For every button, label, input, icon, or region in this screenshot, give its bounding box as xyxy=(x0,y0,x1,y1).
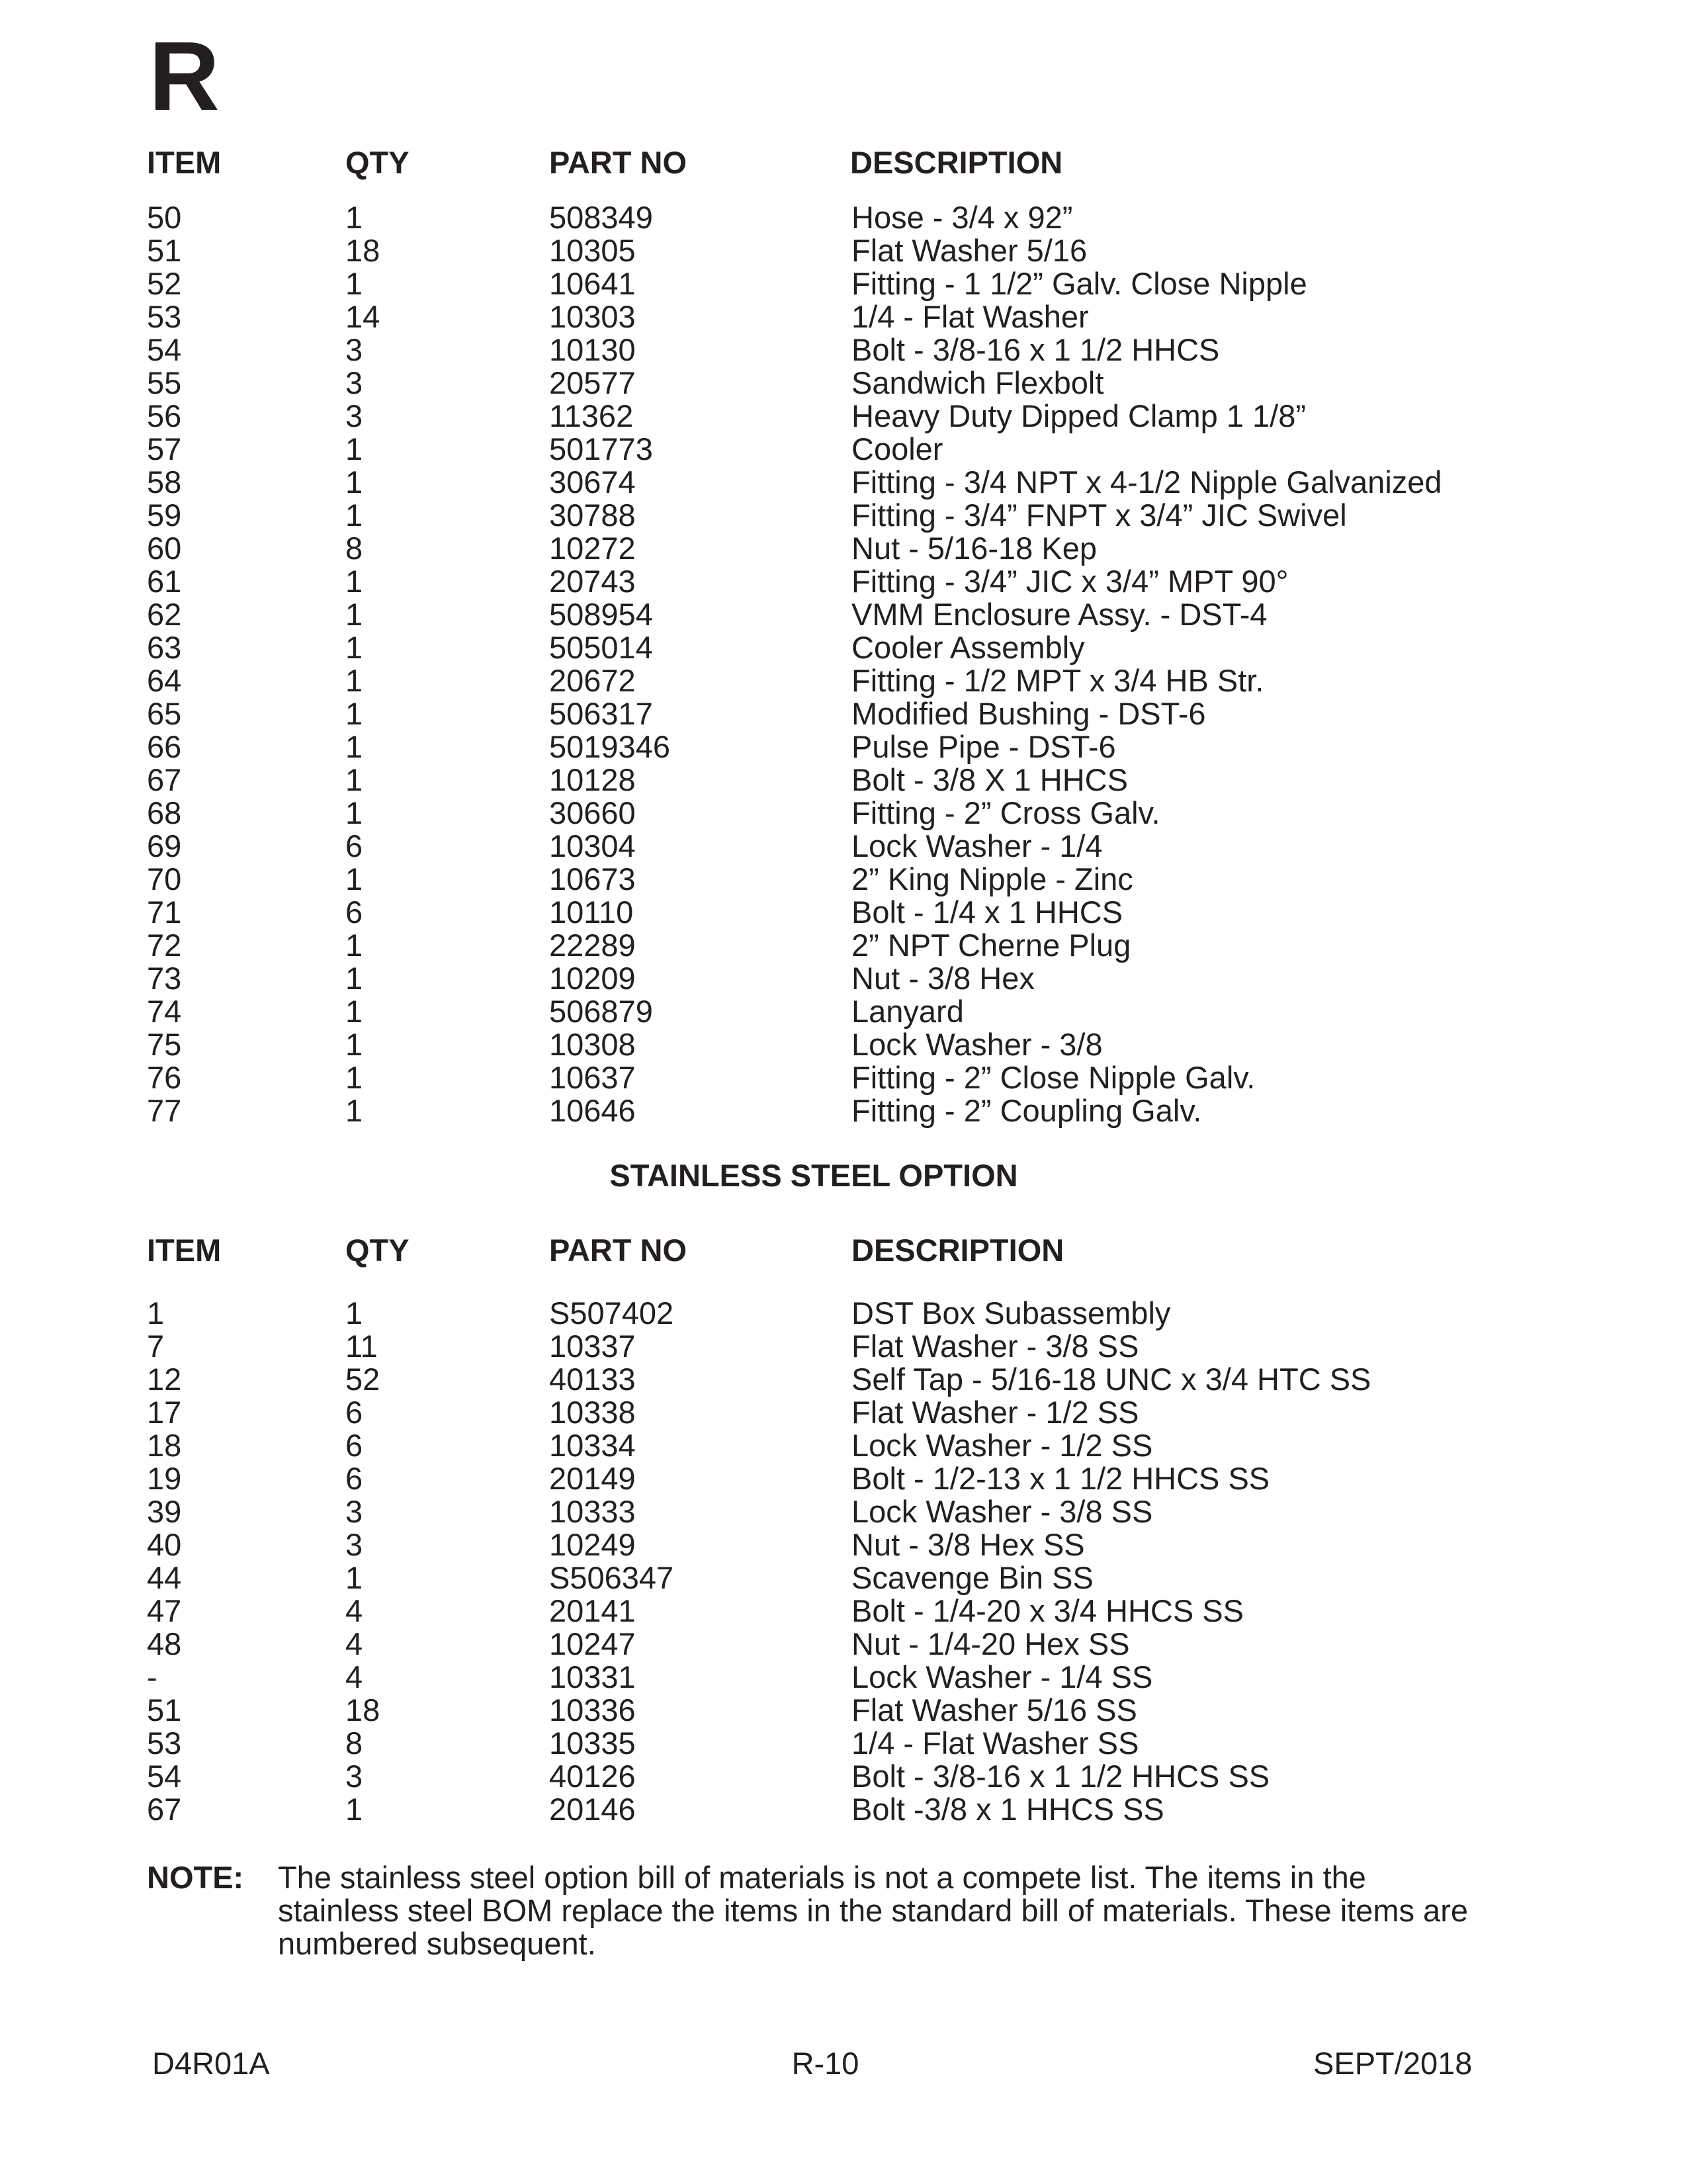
part-number-cell: 10335 xyxy=(549,1725,636,1761)
qty-cell: 1 xyxy=(345,1060,363,1095)
item-cell: 64 xyxy=(147,663,182,698)
qty-cell: 1 xyxy=(345,1295,363,1331)
column-header-item: ITEM xyxy=(147,1233,222,1268)
item-cell: 56 xyxy=(147,398,182,433)
part-number-cell: 505014 xyxy=(549,630,653,665)
part-number-cell: 10305 xyxy=(549,233,636,268)
part-number-cell: 10334 xyxy=(549,1428,636,1463)
description-cell: VMM Enclosure Assy. - DST-4 xyxy=(851,597,1268,632)
qty-cell: 4 xyxy=(345,1626,363,1661)
qty-cell: 1 xyxy=(345,266,363,301)
column-header-description: DESCRIPTION xyxy=(851,1233,1064,1268)
qty-cell: 8 xyxy=(345,531,363,566)
part-number-cell: 11362 xyxy=(549,398,634,433)
description-cell: Nut - 3/8 Hex SS xyxy=(851,1527,1085,1562)
description-cell: Fitting - 1/2 MPT x 3/4 HB Str. xyxy=(851,663,1264,698)
part-number-cell: 10646 xyxy=(549,1093,636,1128)
qty-cell: 3 xyxy=(345,365,363,400)
part-number-cell: 10337 xyxy=(549,1329,636,1364)
description-cell: 2” NPT Cherne Plug xyxy=(851,928,1131,963)
table-row xyxy=(0,234,1687,267)
qty-cell: 1 xyxy=(345,795,363,830)
table-row xyxy=(0,1028,1687,1061)
item-cell: 12 xyxy=(147,1362,182,1397)
qty-cell: 11 xyxy=(345,1329,378,1364)
footer-document-code: D4R01A xyxy=(152,2046,270,2081)
table-row xyxy=(0,1528,1687,1561)
part-number-cell: 20141 xyxy=(549,1593,636,1628)
description-cell: Lock Washer - 3/8 xyxy=(851,1027,1103,1062)
part-number-cell: 20743 xyxy=(549,564,636,599)
description-cell: Bolt - 1/4 x 1 HHCS xyxy=(851,895,1123,930)
table-row xyxy=(0,367,1687,400)
item-cell: 77 xyxy=(147,1093,182,1128)
description-cell: Flat Washer 5/16 xyxy=(851,233,1088,268)
item-cell: 7 xyxy=(147,1329,165,1364)
table-row xyxy=(0,764,1687,797)
item-cell: 39 xyxy=(147,1494,182,1529)
column-header-part-no: PART NO xyxy=(549,1233,687,1268)
item-cell: 53 xyxy=(147,299,182,334)
column-header-qty: QTY xyxy=(345,1233,410,1268)
qty-cell: 1 xyxy=(345,1027,363,1062)
item-cell: 71 xyxy=(147,895,182,930)
item-cell: 51 xyxy=(147,1692,182,1727)
column-header-qty: QTY xyxy=(345,145,410,180)
description-cell: Cooler Assembly xyxy=(851,630,1085,665)
qty-cell: 18 xyxy=(345,233,380,268)
table-row xyxy=(0,730,1687,764)
description-cell: 1/4 - Flat Washer xyxy=(851,299,1089,334)
item-cell: 66 xyxy=(147,729,182,764)
item-cell: 63 xyxy=(147,630,182,665)
part-number-cell: 20672 xyxy=(549,663,636,698)
table-row xyxy=(0,333,1687,367)
item-cell: 69 xyxy=(147,828,182,863)
table-row xyxy=(0,1694,1687,1727)
qty-cell: 1 xyxy=(345,564,363,599)
description-cell: Fitting - 2” Cross Galv. xyxy=(851,795,1160,830)
item-cell: 76 xyxy=(147,1060,182,1095)
table-row xyxy=(0,1495,1687,1528)
table-row xyxy=(0,267,1687,300)
item-cell: 59 xyxy=(147,498,182,533)
table-row xyxy=(0,896,1687,929)
part-number-cell: 20146 xyxy=(549,1792,636,1827)
description-cell: Bolt - 3/8-16 x 1 1/2 HHCS SS xyxy=(851,1759,1270,1794)
description-cell: Fitting - 2” Coupling Galv. xyxy=(851,1093,1202,1128)
table-row xyxy=(0,1363,1687,1396)
qty-cell: 3 xyxy=(345,332,363,367)
table-row xyxy=(0,631,1687,664)
part-number-cell: 30788 xyxy=(549,498,636,533)
qty-cell: 6 xyxy=(345,1395,363,1430)
description-cell: Lock Washer - 1/4 xyxy=(851,828,1103,863)
item-cell: 74 xyxy=(147,994,182,1029)
description-cell: Lanyard xyxy=(851,994,964,1029)
item-cell: 1 xyxy=(147,1295,165,1331)
item-cell: 54 xyxy=(147,1759,182,1794)
part-number-cell: 508954 xyxy=(549,597,653,632)
part-number-cell: 22289 xyxy=(549,928,636,963)
part-number-cell: 10637 xyxy=(549,1060,636,1095)
qty-cell: 8 xyxy=(345,1725,363,1761)
column-header-description: DESCRIPTION xyxy=(850,145,1063,180)
part-number-cell: 506317 xyxy=(549,696,653,731)
item-cell: 44 xyxy=(147,1560,182,1595)
table-row xyxy=(0,830,1687,863)
part-number-cell: 10673 xyxy=(549,861,636,896)
part-number-cell: 10331 xyxy=(549,1659,636,1694)
description-cell: Bolt - 3/8-16 x 1 1/2 HHCS xyxy=(851,332,1220,367)
description-cell: Lock Washer - 3/8 SS xyxy=(851,1494,1153,1529)
description-cell: 2” King Nipple - Zinc xyxy=(851,861,1133,896)
qty-cell: 1 xyxy=(345,961,363,996)
item-cell: 47 xyxy=(147,1593,182,1628)
description-cell: Nut - 5/16-18 Kep xyxy=(851,531,1097,566)
item-cell: 54 xyxy=(147,332,182,367)
qty-cell: 1 xyxy=(345,663,363,698)
table-row xyxy=(0,1661,1687,1694)
table-row xyxy=(0,300,1687,333)
qty-cell: 1 xyxy=(345,696,363,731)
section-letter: R xyxy=(149,22,220,131)
description-cell: Fitting - 3/4 NPT x 4-1/2 Nipple Galvanized xyxy=(851,464,1442,500)
table-row xyxy=(0,1094,1687,1127)
item-cell: 40 xyxy=(147,1527,182,1562)
part-number-cell: 506879 xyxy=(549,994,653,1029)
qty-cell: 3 xyxy=(345,1759,363,1794)
part-number-cell: 10336 xyxy=(549,1692,636,1727)
item-cell: 75 xyxy=(147,1027,182,1062)
part-number-cell: 10641 xyxy=(549,266,636,301)
description-cell: Sandwich Flexbolt xyxy=(851,365,1104,400)
qty-cell: 1 xyxy=(345,597,363,632)
table-row xyxy=(0,664,1687,697)
description-cell: Nut - 1/4-20 Hex SS xyxy=(851,1626,1130,1661)
qty-cell: 1 xyxy=(345,762,363,797)
table-row xyxy=(0,1760,1687,1793)
qty-cell: 1 xyxy=(345,498,363,533)
part-number-cell: 10247 xyxy=(549,1626,636,1661)
qty-cell: 3 xyxy=(345,1527,363,1562)
item-cell: 67 xyxy=(147,1792,182,1827)
table-row xyxy=(0,565,1687,598)
description-cell: Bolt - 1/4-20 x 3/4 HHCS SS xyxy=(851,1593,1244,1628)
column-header-part-no: PART NO xyxy=(549,145,687,180)
part-number-cell: 20577 xyxy=(549,365,636,400)
item-cell: 52 xyxy=(147,266,182,301)
table-row xyxy=(0,1297,1687,1330)
item-cell: 58 xyxy=(147,464,182,500)
item-cell: 19 xyxy=(147,1461,182,1496)
qty-cell: 1 xyxy=(345,1093,363,1128)
table-row xyxy=(0,400,1687,433)
item-cell: 61 xyxy=(147,564,182,599)
item-cell: 65 xyxy=(147,696,182,731)
note-label: NOTE: xyxy=(147,1860,244,1895)
qty-cell: 52 xyxy=(345,1362,380,1397)
stainless-section-title: STAINLESS STEEL OPTION xyxy=(609,1158,1018,1193)
part-number-cell: 40133 xyxy=(549,1362,636,1397)
part-number-cell: 10130 xyxy=(549,332,636,367)
part-number-cell: 30660 xyxy=(549,795,636,830)
item-cell: 51 xyxy=(147,233,182,268)
part-number-cell: 10304 xyxy=(549,828,636,863)
description-cell: Flat Washer 5/16 SS xyxy=(851,1692,1137,1727)
description-cell: Flat Washer - 1/2 SS xyxy=(851,1395,1139,1430)
table-row xyxy=(0,499,1687,532)
table-row xyxy=(0,1594,1687,1628)
item-cell: 60 xyxy=(147,531,182,566)
part-number-cell: 30674 xyxy=(549,464,636,500)
part-number-cell: 10128 xyxy=(549,762,636,797)
qty-cell: 1 xyxy=(345,1792,363,1827)
part-number-cell: 40126 xyxy=(549,1759,636,1794)
description-cell: Lock Washer - 1/4 SS xyxy=(851,1659,1153,1694)
item-cell: 55 xyxy=(147,365,182,400)
description-cell: Modified Bushing - DST-6 xyxy=(851,696,1206,731)
description-cell: DST Box Subassembly xyxy=(851,1295,1171,1331)
item-cell: 62 xyxy=(147,597,182,632)
part-number-cell: 20149 xyxy=(549,1461,636,1496)
item-cell: 72 xyxy=(147,928,182,963)
part-number-cell: 10249 xyxy=(549,1527,636,1562)
part-number-cell: 501773 xyxy=(549,431,653,466)
table-row xyxy=(0,532,1687,565)
qty-cell: 6 xyxy=(345,1461,363,1496)
part-number-cell: 10272 xyxy=(549,531,636,566)
qty-cell: 1 xyxy=(345,200,363,235)
table-row xyxy=(0,598,1687,631)
description-cell: Bolt - 1/2-13 x 1 1/2 HHCS SS xyxy=(851,1461,1270,1496)
item-cell: - xyxy=(147,1659,157,1694)
table-row xyxy=(0,1561,1687,1594)
table-row xyxy=(0,1061,1687,1094)
part-number-cell: 10333 xyxy=(549,1494,636,1529)
item-cell: 73 xyxy=(147,961,182,996)
part-number-cell: S506347 xyxy=(549,1560,674,1595)
qty-cell: 14 xyxy=(345,299,380,334)
table-row xyxy=(0,1793,1687,1826)
description-cell: Heavy Duty Dipped Clamp 1 1/8” xyxy=(851,398,1307,433)
footer-date: SEPT/2018 xyxy=(1313,2046,1473,2081)
table-row xyxy=(0,962,1687,995)
description-cell: 1/4 - Flat Washer SS xyxy=(851,1725,1139,1761)
item-cell: 70 xyxy=(147,861,182,896)
qty-cell: 3 xyxy=(345,1494,363,1529)
note-text: The stainless steel option bill of materials is not a compete list. The items in the stainless steel BOM replace the items in the standard bill of materials. These items are numbered subsequent. xyxy=(278,1860,1468,1961)
part-number-cell: 10209 xyxy=(549,961,636,996)
description-cell: Fitting - 1 1/2” Galv. Close Nipple xyxy=(851,266,1307,301)
description-cell: Lock Washer - 1/2 SS xyxy=(851,1428,1153,1463)
table-row xyxy=(0,466,1687,499)
table-row xyxy=(0,797,1687,830)
description-cell: Cooler xyxy=(851,431,943,466)
qty-cell: 1 xyxy=(345,630,363,665)
table-row xyxy=(0,929,1687,962)
item-cell: 67 xyxy=(147,762,182,797)
qty-cell: 4 xyxy=(345,1659,363,1694)
part-number-cell: 508349 xyxy=(549,200,653,235)
qty-cell: 1 xyxy=(345,861,363,896)
part-number-cell: 10110 xyxy=(549,895,634,930)
table-row xyxy=(0,863,1687,896)
description-cell: Fitting - 3/4” JIC x 3/4” MPT 90° xyxy=(851,564,1289,599)
part-number-cell: 10308 xyxy=(549,1027,636,1062)
description-cell: Bolt -3/8 x 1 HHCS SS xyxy=(851,1792,1164,1827)
qty-cell: 3 xyxy=(345,398,363,433)
description-cell: Hose - 3/4 x 92” xyxy=(851,200,1073,235)
description-cell: Nut - 3/8 Hex xyxy=(851,961,1035,996)
item-cell: 48 xyxy=(147,1626,182,1661)
part-number-cell: 5019346 xyxy=(549,729,670,764)
description-cell: Scavenge Bin SS xyxy=(851,1560,1094,1595)
table-row xyxy=(0,1462,1687,1495)
table-row xyxy=(0,995,1687,1028)
footer-page-number: R-10 xyxy=(791,2046,859,2081)
description-cell: Fitting - 3/4” FNPT x 3/4” JIC Swivel xyxy=(851,498,1347,533)
table-row xyxy=(0,1628,1687,1661)
description-cell: Pulse Pipe - DST-6 xyxy=(851,729,1116,764)
qty-cell: 1 xyxy=(345,928,363,963)
item-cell: 57 xyxy=(147,431,182,466)
description-cell: Self Tap - 5/16-18 UNC x 3/4 HTC SS xyxy=(851,1362,1371,1397)
qty-cell: 6 xyxy=(345,895,363,930)
item-cell: 68 xyxy=(147,795,182,830)
table-row xyxy=(0,1396,1687,1429)
item-cell: 53 xyxy=(147,1725,182,1761)
table-row xyxy=(0,201,1687,234)
qty-cell: 4 xyxy=(345,1593,363,1628)
item-cell: 17 xyxy=(147,1395,182,1430)
table-row xyxy=(0,1727,1687,1760)
table-row xyxy=(0,433,1687,466)
item-cell: 50 xyxy=(147,200,182,235)
qty-cell: 1 xyxy=(345,431,363,466)
part-number-cell: S507402 xyxy=(549,1295,674,1331)
table-row xyxy=(0,1330,1687,1363)
qty-cell: 1 xyxy=(345,464,363,500)
qty-cell: 1 xyxy=(345,729,363,764)
qty-cell: 1 xyxy=(345,994,363,1029)
table-row xyxy=(0,1429,1687,1462)
qty-cell: 6 xyxy=(345,1428,363,1463)
table-row xyxy=(0,697,1687,730)
part-number-cell: 10338 xyxy=(549,1395,636,1430)
description-cell: Flat Washer - 3/8 SS xyxy=(851,1329,1139,1364)
description-cell: Bolt - 3/8 X 1 HHCS xyxy=(851,762,1128,797)
item-cell: 18 xyxy=(147,1428,182,1463)
column-header-item: ITEM xyxy=(147,145,222,180)
part-number-cell: 10303 xyxy=(549,299,636,334)
qty-cell: 6 xyxy=(345,828,363,863)
description-cell: Fitting - 2” Close Nipple Galv. xyxy=(851,1060,1256,1095)
qty-cell: 1 xyxy=(345,1560,363,1595)
qty-cell: 18 xyxy=(345,1692,380,1727)
